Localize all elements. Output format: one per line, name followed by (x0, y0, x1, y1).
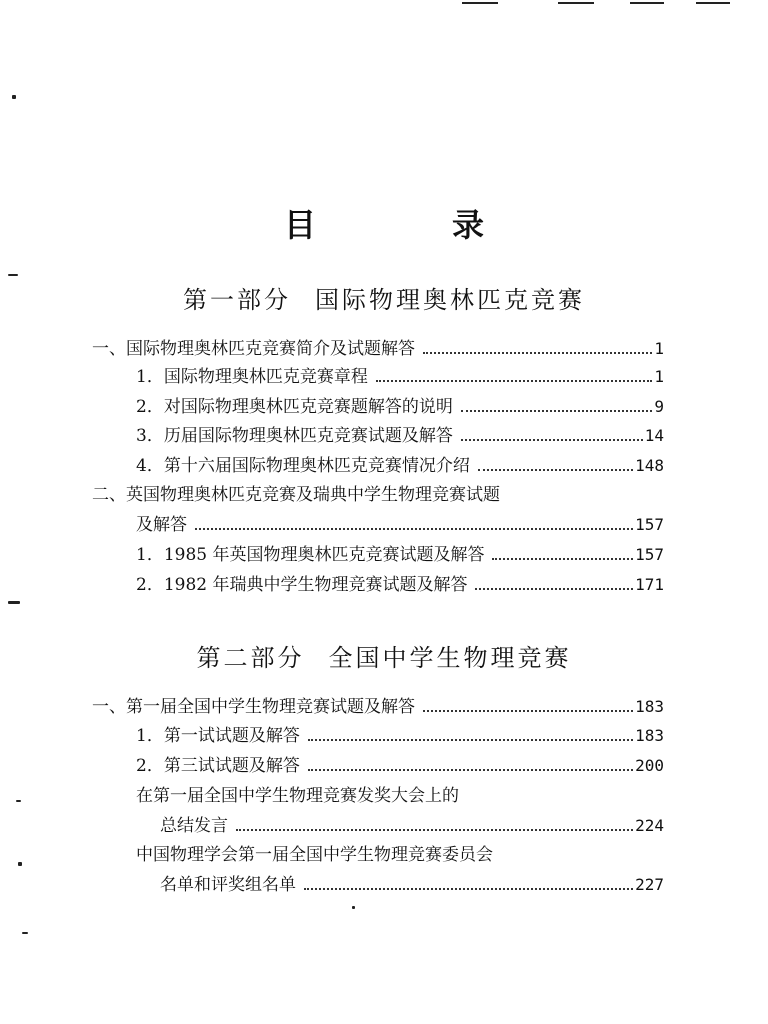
toc-leader-dots (492, 558, 633, 560)
toc-entry (136, 421, 664, 447)
toc-entry (136, 451, 664, 477)
toc-entry-page: 183 (635, 697, 664, 716)
toc-entry-page: 183 (635, 726, 664, 745)
toc-leader-dots (308, 739, 633, 741)
toc-entry-label: 二、英国物理奥林匹克竞赛及瑞典中学生物理竞赛试题 (92, 485, 500, 505)
toc-leader-dots (423, 352, 652, 354)
toc-leader-dots (195, 528, 633, 530)
toc-leader-dots (475, 588, 633, 590)
part1-heading-number: 第一部分 (183, 286, 291, 314)
page-title: 目 录 (283, 206, 536, 244)
toc-entry-page: 14 (644, 426, 664, 445)
toc-entry-label: 4．第十六届国际物理奥林匹克竞赛情况介绍 (136, 456, 470, 476)
toc-entry (160, 870, 664, 896)
scan-speck (22, 932, 28, 934)
toc-entry (160, 811, 664, 837)
toc-entry (136, 721, 664, 747)
toc-entry-page: 9 (654, 397, 664, 416)
toc-entry-label: 名单和评奖组名单 (160, 875, 296, 895)
scan-speck (16, 800, 21, 802)
toc-leader-dots (461, 410, 653, 412)
toc-entry-label: 2．1982 年瑞典中学生物理竞赛试题及解答 (136, 575, 468, 595)
scan-speck (8, 601, 20, 604)
part2-heading (0, 638, 768, 673)
toc-entry-label: 及解答 (136, 515, 187, 535)
toc-entry-label: 在第一届全国中学生物理竞赛发奖大会上的 (136, 786, 459, 806)
toc-leader-dots (304, 888, 633, 890)
toc-entry (136, 392, 664, 418)
toc-leader-dots (423, 710, 633, 712)
toc-entry (136, 362, 664, 388)
toc-leader-dots (308, 769, 633, 771)
toc-entry-page: 224 (635, 816, 664, 835)
toc-entry-page: 227 (635, 875, 664, 894)
toc-entry-page: 157 (635, 545, 664, 564)
toc-entry (136, 840, 664, 866)
scan-top-marks (460, 0, 760, 6)
scan-speck (8, 274, 18, 276)
toc-entry-label: 3．历届国际物理奥林匹克竞赛试题及解答 (136, 426, 453, 446)
toc-entry-page: 148 (635, 456, 664, 475)
part2-heading-name: 全国中学生物理竞赛 (328, 644, 572, 672)
toc-entry-page: 157 (635, 515, 664, 534)
scan-speck (352, 906, 355, 909)
toc-leader-dots (376, 380, 653, 382)
toc-entry (136, 751, 664, 777)
toc-entry (92, 334, 664, 360)
part1-heading-name: 国际物理奥林匹克竞赛 (315, 286, 585, 314)
toc-entry-label: 2．第三试试题及解答 (136, 756, 300, 776)
toc-entry-label: 总结发言 (160, 816, 228, 836)
toc-entry-label: 一、国际物理奥林匹克竞赛简介及试题解答 (92, 339, 415, 359)
toc-entry-page: 1 (654, 367, 664, 386)
toc-entry (136, 510, 664, 536)
toc-entry (136, 570, 664, 596)
toc-entry-label: 1．国际物理奥林匹克竞赛章程 (136, 367, 368, 387)
scan-speck (12, 95, 16, 99)
toc-entry (136, 781, 664, 807)
part1-heading (0, 280, 768, 315)
toc-entry (92, 480, 664, 506)
toc-leader-dots (461, 439, 643, 441)
part2-heading-number: 第二部分 (196, 644, 305, 672)
toc-entry-page: 1 (654, 339, 664, 358)
toc-leader-dots (478, 469, 633, 471)
toc-entry-page: 200 (635, 756, 664, 775)
scan-speck (18, 862, 22, 866)
toc-entry-label: 1．第一试试题及解答 (136, 726, 300, 746)
toc-entry-label: 1．1985 年英国物理奥林匹克竞赛试题及解答 (136, 545, 485, 565)
toc-entry-page: 171 (635, 575, 664, 594)
toc-entry-label: 中国物理学会第一届全国中学生物理竞赛委员会 (136, 845, 493, 865)
toc-leader-dots (236, 829, 633, 831)
toc-entry-label: 2．对国际物理奥林匹克竞赛题解答的说明 (136, 397, 453, 417)
toc-entry (136, 540, 664, 566)
toc-entry (92, 692, 664, 718)
toc-entry-label: 一、第一届全国中学生物理竞赛试题及解答 (92, 697, 415, 717)
